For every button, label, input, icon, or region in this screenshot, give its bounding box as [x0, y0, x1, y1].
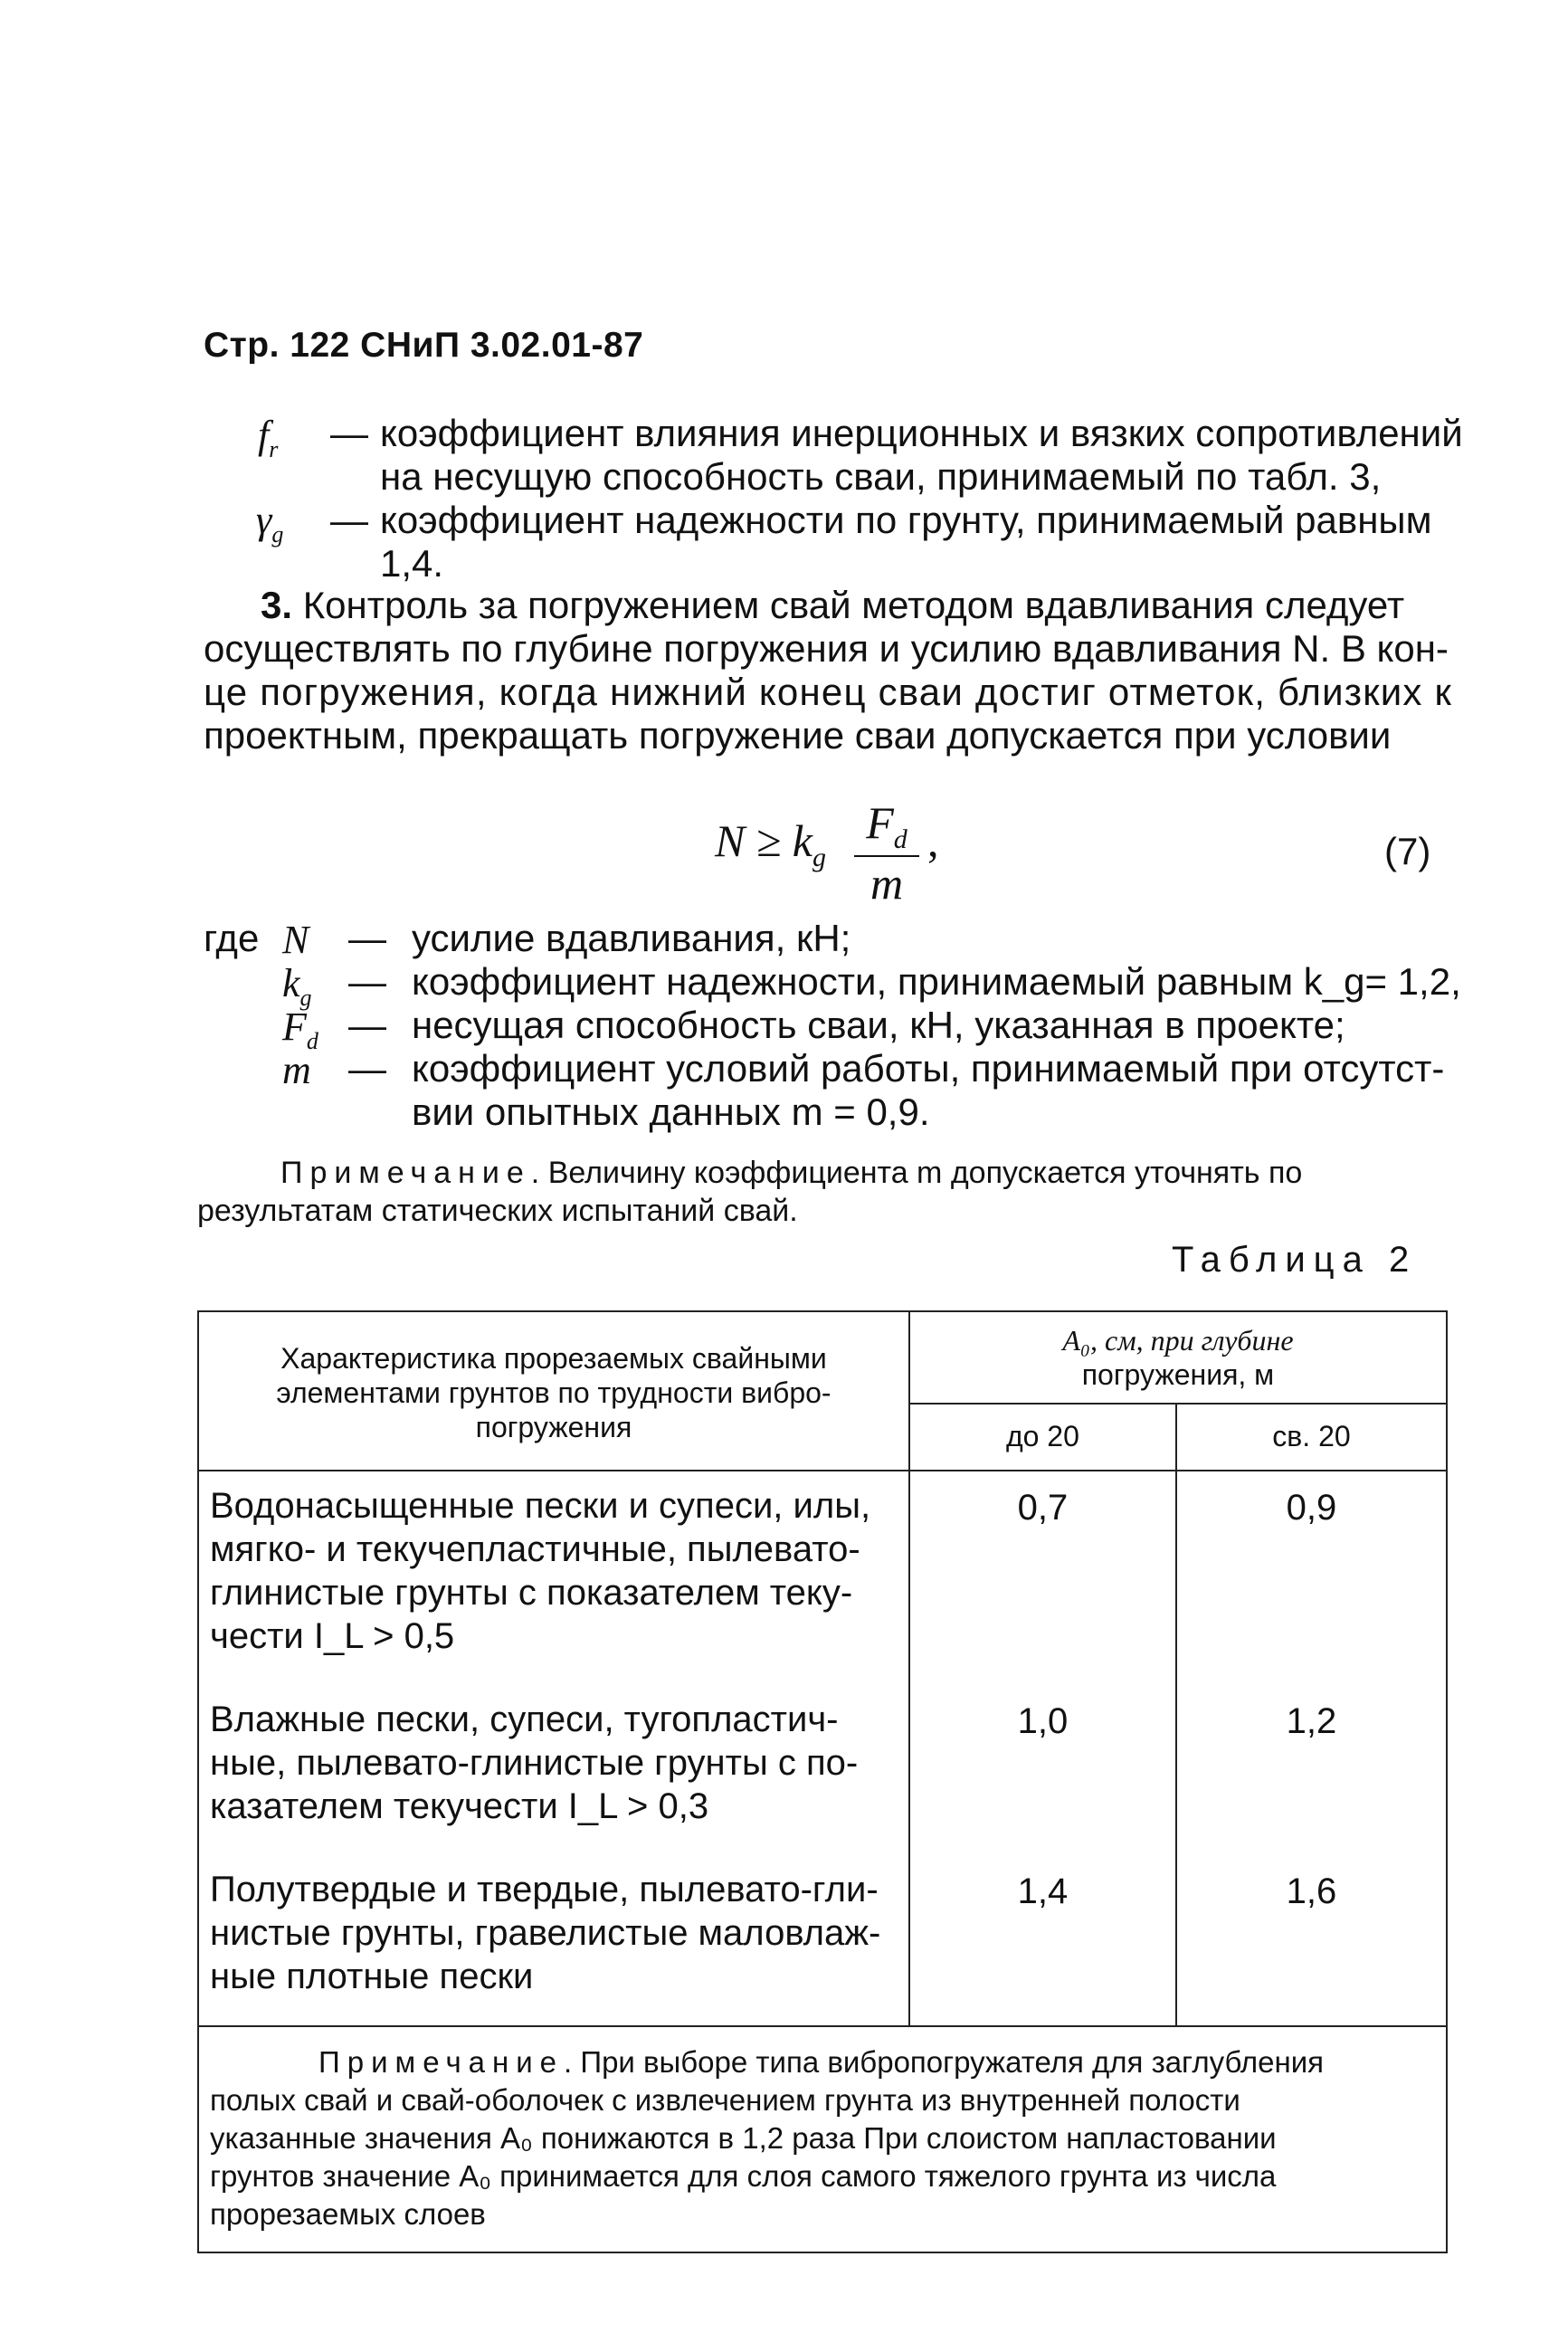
formula-number: (7)	[1384, 830, 1431, 872]
def-fr-symbol: $f_r$	[258, 413, 279, 462]
table-header-over20: св. 20	[1176, 1404, 1447, 1471]
def-fr-line-2: на несущую способность сваи, принимаемый по табл. 3,	[380, 455, 1382, 498]
def-gamma-symbol: $\gamma_g$	[256, 498, 284, 548]
table-row-3-over20: 1,6	[1176, 1855, 1447, 2026]
table-note-label: Примечание	[318, 2045, 565, 2079]
formula-lhs: $N \ge k_g$	[715, 815, 826, 872]
def-kg-dash: —	[348, 960, 386, 1003]
section3-number: 3.	[261, 584, 293, 626]
def-gamma-dash: —	[330, 499, 368, 541]
def-Fd-dash: —	[348, 1004, 386, 1046]
def-Fd-symbol: $F_d$	[282, 1005, 318, 1054]
formula-comma: ,	[927, 815, 939, 866]
def-N-dash: —	[348, 917, 386, 959]
def-fr-line-1: коэффициент влияния инерционных и вязких сопротивлений	[380, 412, 1463, 454]
table-row-2-over20: 1,2	[1176, 1685, 1447, 1855]
def-kg-symbol: $k_g$	[282, 961, 312, 1011]
where-label: где	[204, 917, 260, 959]
note1-label: Примечание	[280, 1156, 531, 1190]
table-caption: Таблица 2	[1172, 1240, 1418, 1280]
table-row-3-description: Полутвердые и твердые, пылевато-гли- нистые грунты, гравелистые маловлаж- ные плотные пески	[198, 1855, 909, 2026]
def-gamma-line-1: коэффициент надежности по грунту, принимаемый равным	[380, 499, 1432, 541]
def-m-line-2: вии опытных данных m = 0,9.	[412, 1090, 930, 1133]
def-m-dash: —	[348, 1047, 386, 1090]
formula-denominator: m	[870, 858, 904, 909]
note1-line-1: Примечание. Величину коэффициента m допускается уточнять по	[280, 1156, 1303, 1190]
section3-paragraph: 3. Контроль за погружением свай методом вдавливания следует	[261, 584, 1405, 626]
def-kg-line-1: коэффициент надежности, принимаемый равным k_g= 1,2,	[412, 960, 1461, 1003]
def-gamma-line-2: 1,4.	[380, 542, 444, 585]
def-N-line-1: усилие вдавливания, кН;	[412, 917, 851, 959]
formula-fraction	[851, 796, 923, 909]
def-m-symbol: m	[282, 1048, 311, 1092]
formula-numerator: $F_d$	[866, 797, 908, 854]
table-header-characteristic: Характеристика прорезаемых свайными элементами грунтов по трудности вибро- погружения	[198, 1311, 909, 1471]
def-Fd-line-1: несущая способность сваи, кН, указанная в проекте;	[412, 1004, 1345, 1046]
soil-table	[197, 1310, 1448, 2253]
table-row-1-over20: 0,9	[1176, 1471, 1447, 1685]
def-fr-dash: —	[330, 412, 368, 454]
table-row-2-upto20: 1,0	[909, 1685, 1176, 1855]
section3-line-4: проектным, прекращать погружение сваи допускается при условии	[204, 714, 1392, 757]
def-m-line-1: коэффициент условий работы, принимаемый при отсутст-	[412, 1047, 1445, 1090]
def-N-symbol: N	[282, 918, 309, 962]
table-row-1-upto20: 0,7	[909, 1471, 1176, 1685]
table-header-upto20: до 20	[909, 1404, 1176, 1471]
table-row-3-upto20: 1,4	[909, 1855, 1176, 2026]
section3-line-2: осуществлять по глубине погружения и усилию вдавливания N. В кон-	[204, 627, 1449, 670]
table-row-1-description: Водонасыщенные пески и супеси, илы, мягко- и текучепластичные, пылевато- глинистые грунты с показателем теку- чести I_L > 0,5	[198, 1471, 909, 1685]
page-header: Стр. 122 СНиП 3.02.01-87	[204, 326, 644, 365]
note1-line-2: результатам статических испытаний свай.	[197, 1194, 798, 1228]
table-header-depth-group: A₀, см, при глубине погружения, м	[909, 1311, 1447, 1404]
table-row-2-description: Влажные пески, супеси, тугопластич- ные, пылевато-глинистые грунты с по- казателем текучести I_L > 0,3	[198, 1685, 909, 1855]
section3-line-3: це погружения, когда нижний конец сваи достиг отметок, близких к	[204, 671, 1453, 713]
table-note: Примечание. При выборе типа вибропогружателя для заглубления полых свай и свай-оболочек с извлечением грунта из внутренней полости указанные значения A₀ понижаются в 1,2 раза При слоистом напластовании грунтов значение A₀ принимается для слоя самого тяжелого грунта из числа прорезаемых слоев	[198, 2026, 1447, 2252]
